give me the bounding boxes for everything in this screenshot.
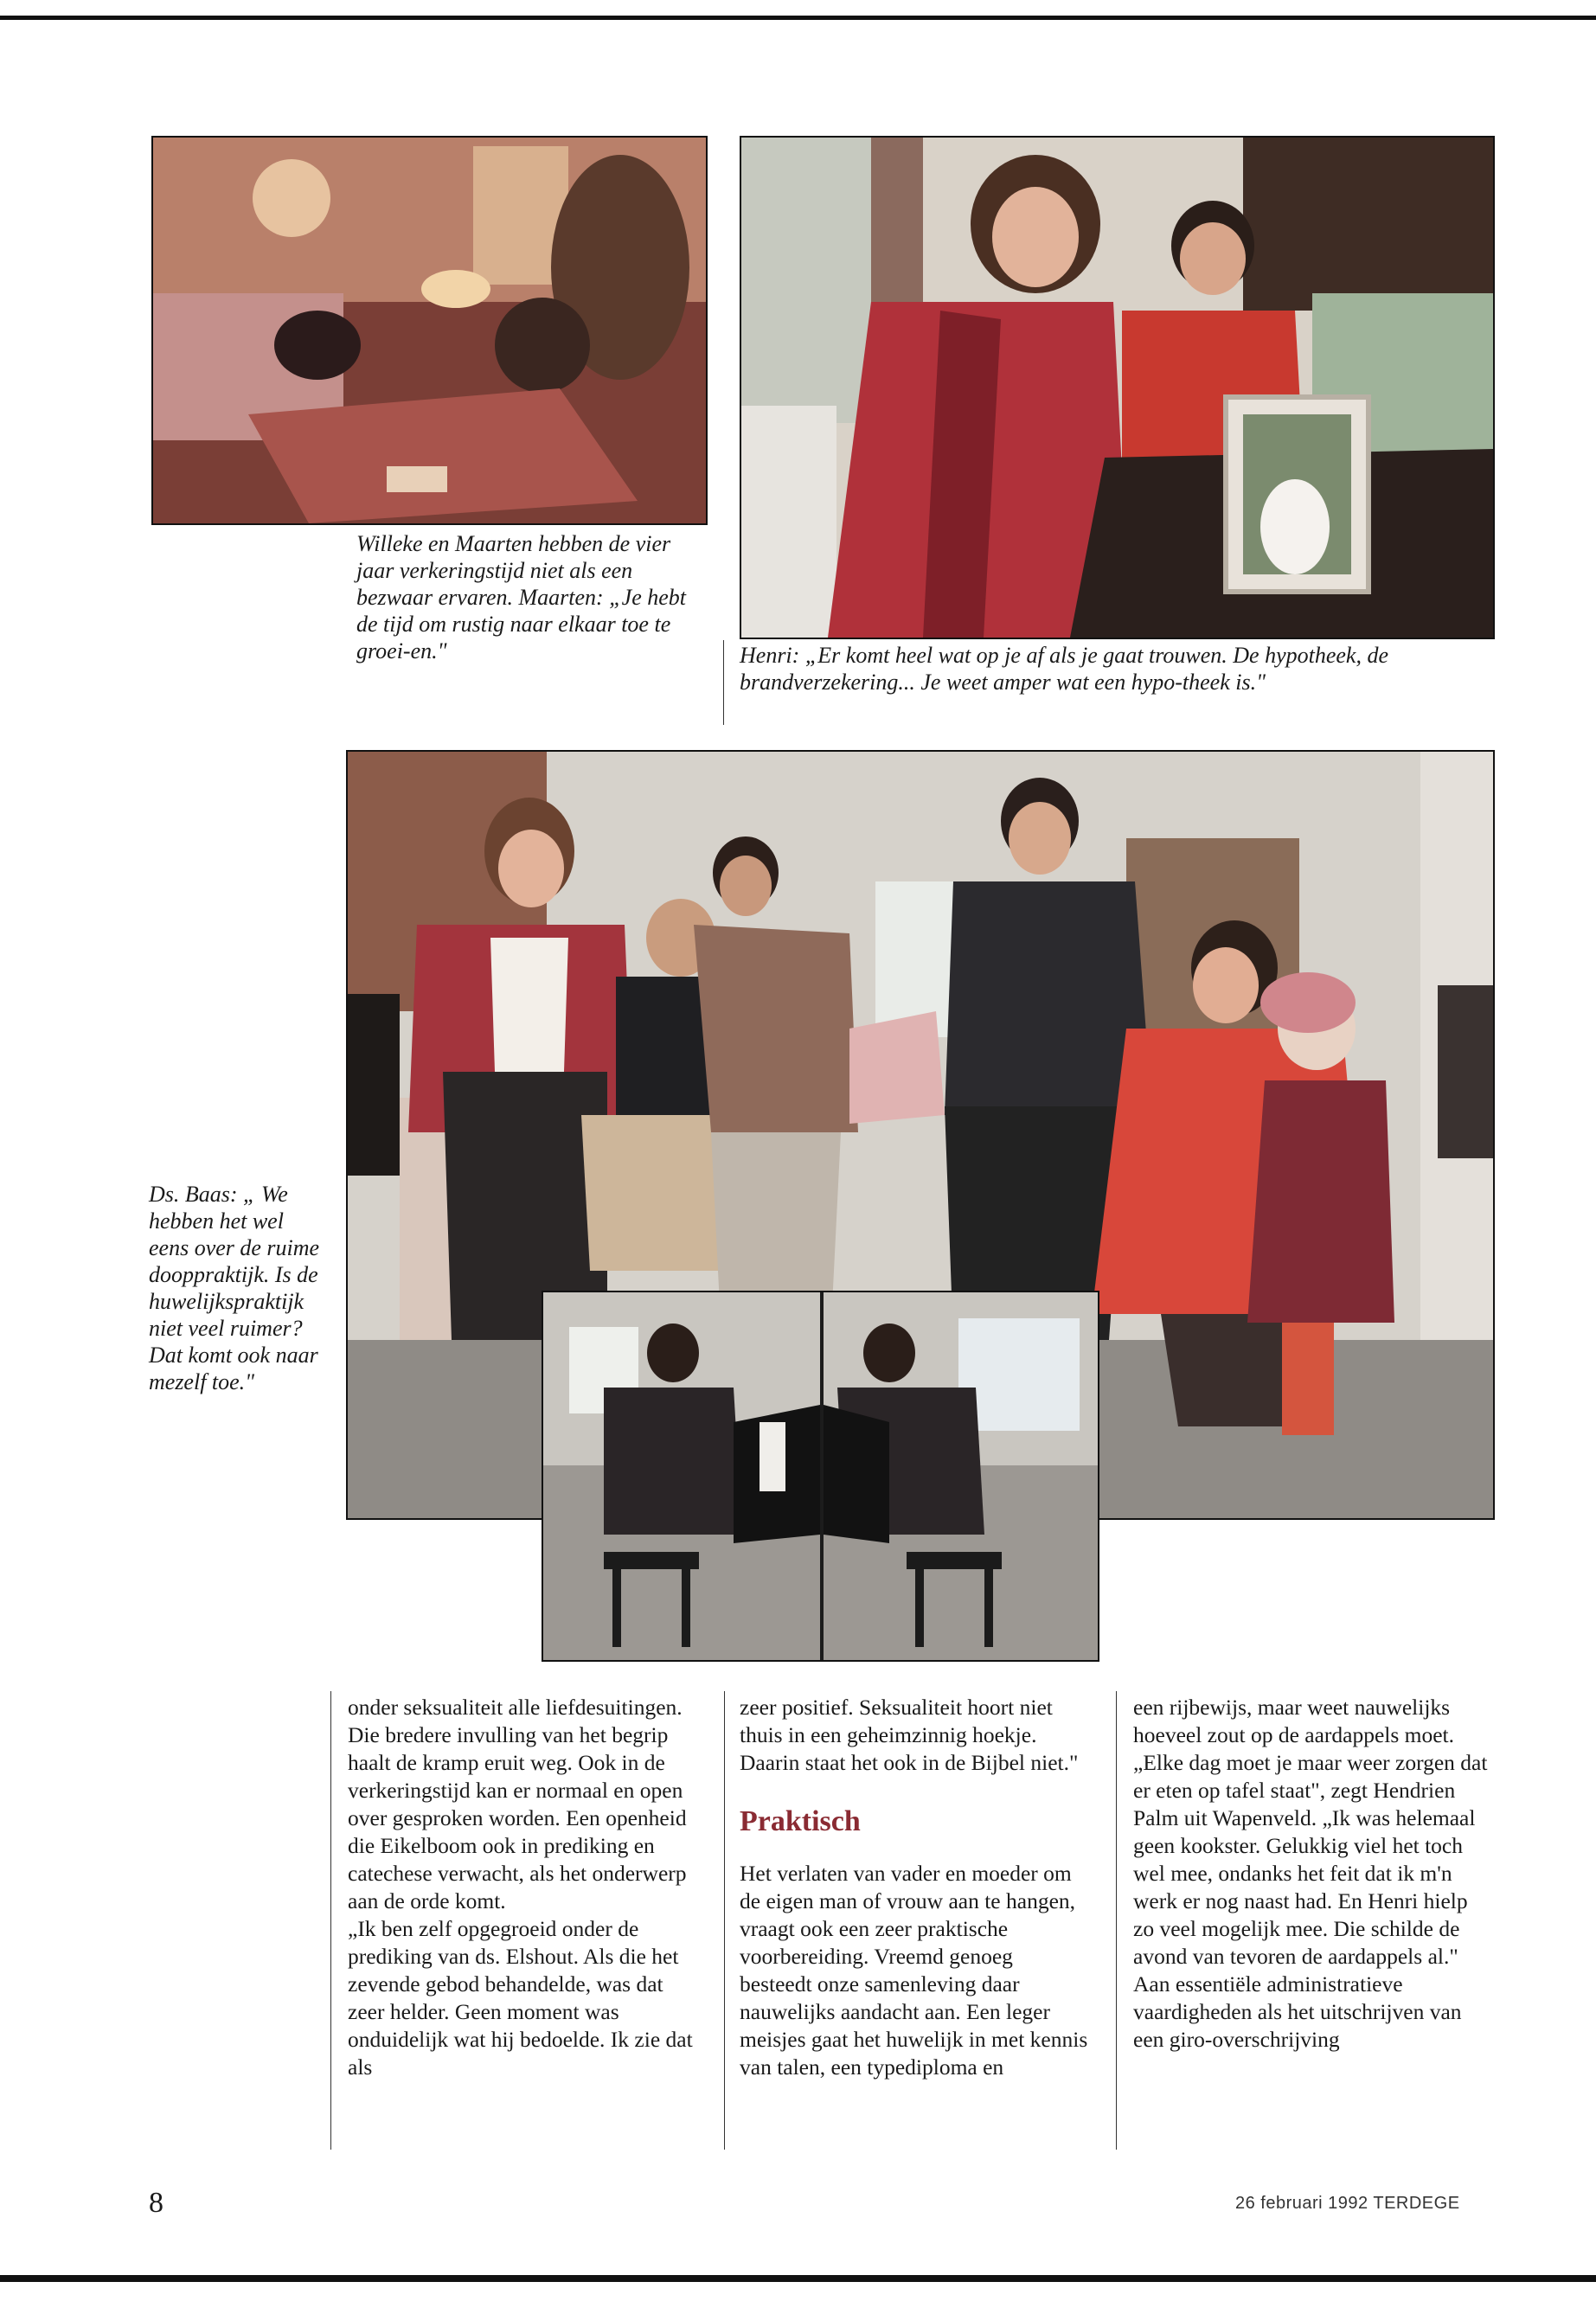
page-number: 8	[149, 2187, 163, 2219]
body-paragraph: „Ik ben zelf opgegroeid onder de prediking van ds. Elshout. Als die het zevende gebod behandelde, was dat zeer helder. Geen moment was onduidelijk wat hij bedoelde. Ik zie dat als	[348, 1916, 693, 2080]
body-paragraph: onder seksualiteit alle liefdesuitingen. Die bredere invulling van het begrip haalt de kramp eruit weg. Ook in de verkeringstijd kan er normaal en open over gesproken worden. Een openheid die Eikelboom ook in prediking en catechese verwacht, als het onderwerp aan de orde komt.	[348, 1695, 687, 1913]
column-rule-left	[330, 1691, 331, 2150]
caption-henri: Henri: „Er komt heel wat op je af als je gaat trouwen. De hypotheek, de brandverzekering... Je weet amper wat een hypo-theek is."	[740, 643, 1389, 695]
body-column-3	[1133, 1694, 1492, 2054]
caption-baas: Ds. Baas: „ We hebben het wel eens over de ruime dooppraktijk. Is de huwelijkspraktijk niet veel ruimer? Dat komt ook naar mezelf toe."	[149, 1182, 320, 1394]
body-paragraph: Aan essentiële administratieve vaardigheden als het uitschrijven van een giro-overschrijving	[1133, 1971, 1462, 2052]
photo-henri-hendrien	[740, 136, 1495, 639]
caption-divider	[723, 640, 724, 725]
issue-date: 26 februari 1992 TERDEGE	[1235, 2194, 1460, 2213]
body-column-2	[740, 1694, 1090, 2081]
column-rule-right	[1116, 1691, 1117, 2150]
body-column-1	[348, 1694, 694, 2081]
caption-willeke: Willeke en Maarten hebben de vier jaar verkeringstijd niet als een bezwaar ervaren. Maarten: „Je hebt de tijd om rustig naar elkaar toe te groei-en."	[356, 531, 687, 663]
photo-willeke-maarten	[151, 136, 708, 525]
body-paragraph: zeer positief. Seksualiteit hoort niet thuis in een geheimzinnig hoekje. Daarin staat het ook in de Bijbel niet."	[740, 1695, 1079, 1775]
body-paragraph: een rijbewijs, maar weet nauwelijks hoeveel zout op de aardappels moet. „Elke dag moet je maar weer zorgen dat er eten op tafel staat", zegt Hendrien Palm uit Wapenveld. „Ik was helemaal geen kookster. Gelukkig viel het toch wel mee, ondanks het feit dat ik m'n werk er nog naast had. En Henri hielp zo veel mogelijk mee. Die schilde de avond van tevoren de aardappels al."	[1133, 1695, 1488, 1969]
photo-piano	[542, 1291, 1099, 1662]
bottom-border	[0, 2275, 1596, 2282]
body-paragraph: Het verlaten van vader en moeder om de eigen man of vrouw aan te hangen, vraagt ook een zeer praktische voorbereiding. Vreemd genoeg besteedt onze samenleving daar nauwelijks aandacht aan. Een leger meisjes gaat het huwelijk in met kennis van talen, een typediploma en	[740, 1861, 1088, 2080]
column-rule-middle	[724, 1691, 725, 2150]
section-heading: Praktisch	[740, 1805, 861, 1837]
top-border	[0, 16, 1596, 20]
